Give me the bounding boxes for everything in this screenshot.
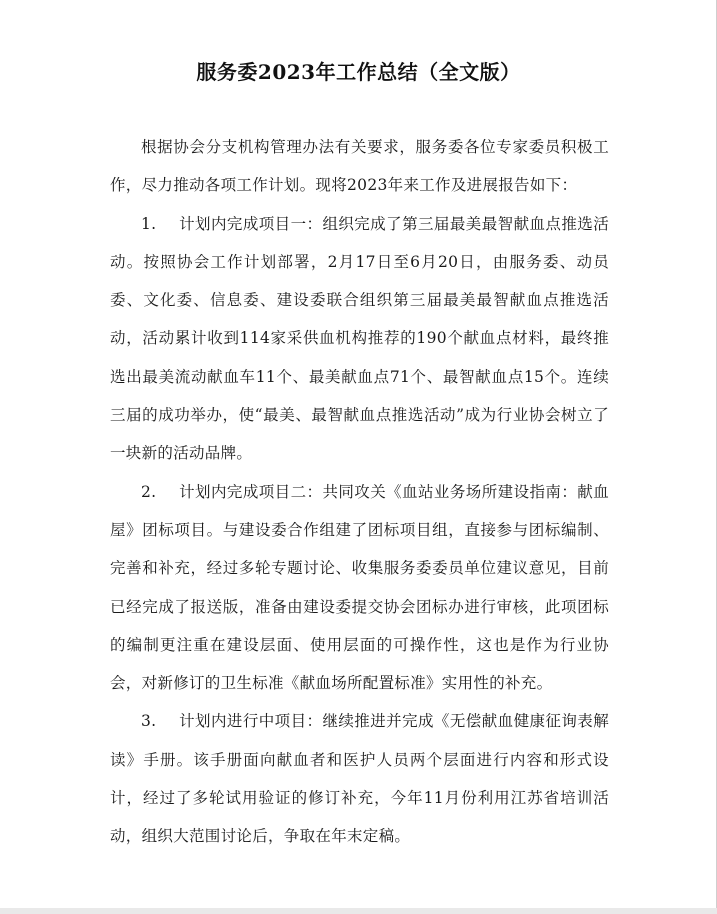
document-title: 服务委2023年工作总结（全文版） — [196, 60, 521, 84]
page-bottom-edge — [0, 908, 717, 914]
item-text: 计划内完成项目二：共同攻关《血站业务场所建设指南：献血屋》团标项目。与建设委合作组建了团标项目组，直接参与团标编制、完善和补充，经过多轮专题讨论、收集服务委委员单位建议意见，目前已经完成了报送版，准备由建设委提交协会团标办进行审核，此项团标的编制更注重在建设层面、使用层面的可操作性，这也是作为行业协会，对新修订的卫生标准《献血场所配置标准》实用性的补充。 — [110, 482, 609, 693]
item-number: 2. — [141, 482, 157, 501]
item-text: 计划内完成项目一：组织完成了第三届最美最智献血点推选活动。按照协会工作计划部署，2月17日至6月20日，由服务委、动员委、文化委、信息委、建设委联合组织第三届最美最智献血点推选活动，活动累计收到114家采供血机构推荐的190个献血点材料，最终推选出最美流动献血车11个、最美献血点71个、最智献血点15个。连续三届的成功举办，使“最美、最智献血点推选活动”成为行业协会树立了一块新的活动品牌。 — [110, 214, 609, 463]
list-item — [110, 702, 609, 855]
item-number: 3. — [141, 712, 157, 731]
intro-paragraph: 根据协会分支机构管理办法有关要求，服务委各位专家委员积极工作，尽力推动各项工作计划。现将2023年来工作及进展报告如下： — [110, 138, 609, 195]
item-number: 1. — [141, 214, 157, 233]
document-body — [110, 128, 609, 856]
list-item — [110, 473, 609, 703]
list-item — [110, 205, 609, 473]
item-text: 计划内进行中项目：继续推进并完成《无偿献血健康征询表解读》手册。该手册面向献血者和医护人员两个层面进行内容和形式设计，经过了多轮试用验证的修订补充，今年11月份利用江苏省培训活动，组织大范围讨论后，争取在年末定稿。 — [110, 712, 609, 846]
